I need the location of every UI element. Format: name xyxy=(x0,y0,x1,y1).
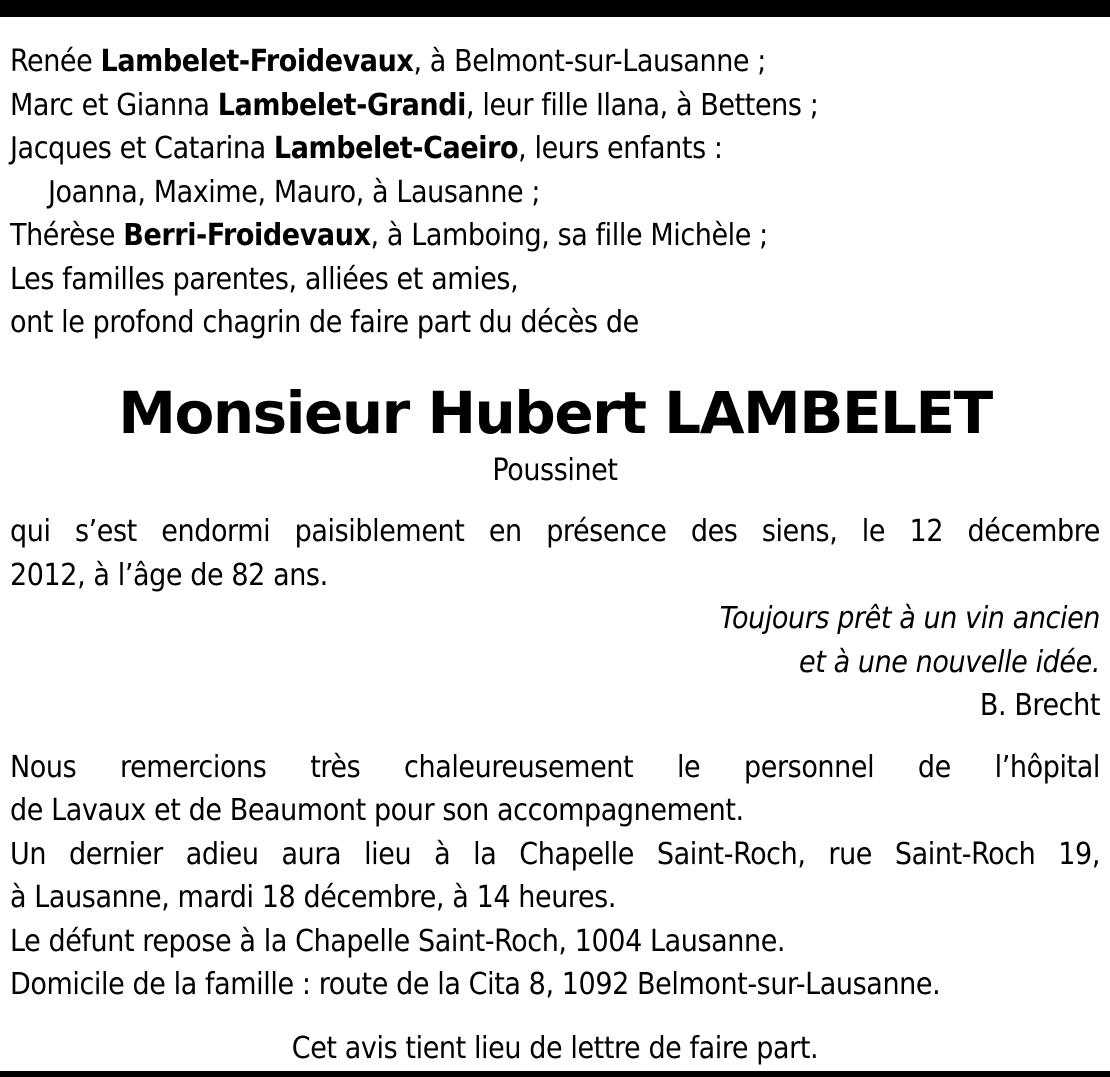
ceremony-line-2: à Lausanne, mardi 18 décembre, à 14 heures. xyxy=(10,880,616,915)
domicile-line: Domicile de la famille : route de la Cita 8, 1092 Belmont-sur-Lausanne. xyxy=(10,967,941,1002)
mourner-line-jacques-catarina xyxy=(10,127,1100,171)
families-line: Les familles parentes, alliées et amies, xyxy=(10,261,519,297)
info-paragraph xyxy=(10,746,1100,1007)
obituary-notice xyxy=(10,40,1100,1070)
mourner-surname: Lambelet-Grandi xyxy=(217,87,467,123)
death-paragraph xyxy=(10,510,1100,597)
rest-line: Le défunt repose à la Chapelle Saint-Roch, 1004 Lausanne. xyxy=(10,923,786,959)
quote-line-2: et à une nouvelle idée. xyxy=(799,644,1100,680)
deceased-name: Monsieur Hubert LAMBELET xyxy=(118,378,992,447)
mourner-surname: Berri-Froidevaux xyxy=(123,218,371,253)
nickname: Poussinet xyxy=(492,452,618,488)
thanks-line-1: Nous remercions très chaleureusement le personnel de l’hôpital xyxy=(10,749,1100,785)
mourner-suffix: , leur fille Ilana, à Bettens ; xyxy=(466,87,819,123)
mourner-prefix: Jacques et Catarina xyxy=(10,131,274,166)
mourner-surname: Lambelet-Caeiro xyxy=(273,131,519,166)
death-line-1: qui s’est endormi paisiblement en présence des siens, le 12 décembre xyxy=(10,514,1100,549)
top-rule xyxy=(0,0,1110,17)
quote-line-1: Toujours prêt à un vin ancien xyxy=(719,601,1100,636)
mourner-line-therese xyxy=(10,214,1100,258)
mourner-prefix: Renée xyxy=(10,44,101,79)
mourner-line-renee xyxy=(10,40,1100,84)
mourner-prefix: Thérèse xyxy=(10,218,124,253)
death-line-2: 2012, à l’âge de 82 ans. xyxy=(10,557,328,593)
closing-line: Cet avis tient lieu de lettre de faire part. xyxy=(291,1030,819,1066)
announce-line: ont le profond chagrin de faire part du décès de xyxy=(10,305,639,340)
mourner-prefix: Marc et Gianna xyxy=(10,87,218,123)
mourner-suffix: , à Lamboing, sa fille Michèle ; xyxy=(370,218,768,253)
mourner-suffix: , à Belmont-sur-Lausanne ; xyxy=(413,44,766,79)
mourner-line-marc-gianna xyxy=(10,84,1100,128)
mourner-suffix: , leurs enfants : xyxy=(518,131,723,166)
ceremony-line-1: Un dernier adieu aura lieu à la Chapelle Saint-Roch, rue Saint-Roch 19, xyxy=(10,836,1100,872)
quote-block xyxy=(10,597,1100,728)
bottom-rule xyxy=(0,1071,1110,1077)
thanks-line-2: de Lavaux et de Beaumont pour son accompagnement. xyxy=(10,793,744,828)
quote-author: B. Brecht xyxy=(979,688,1100,723)
mourner-surname: Lambelet-Froidevaux xyxy=(100,44,414,79)
children-line: Joanna, Maxime, Mauro, à Lausanne ; xyxy=(48,174,541,210)
